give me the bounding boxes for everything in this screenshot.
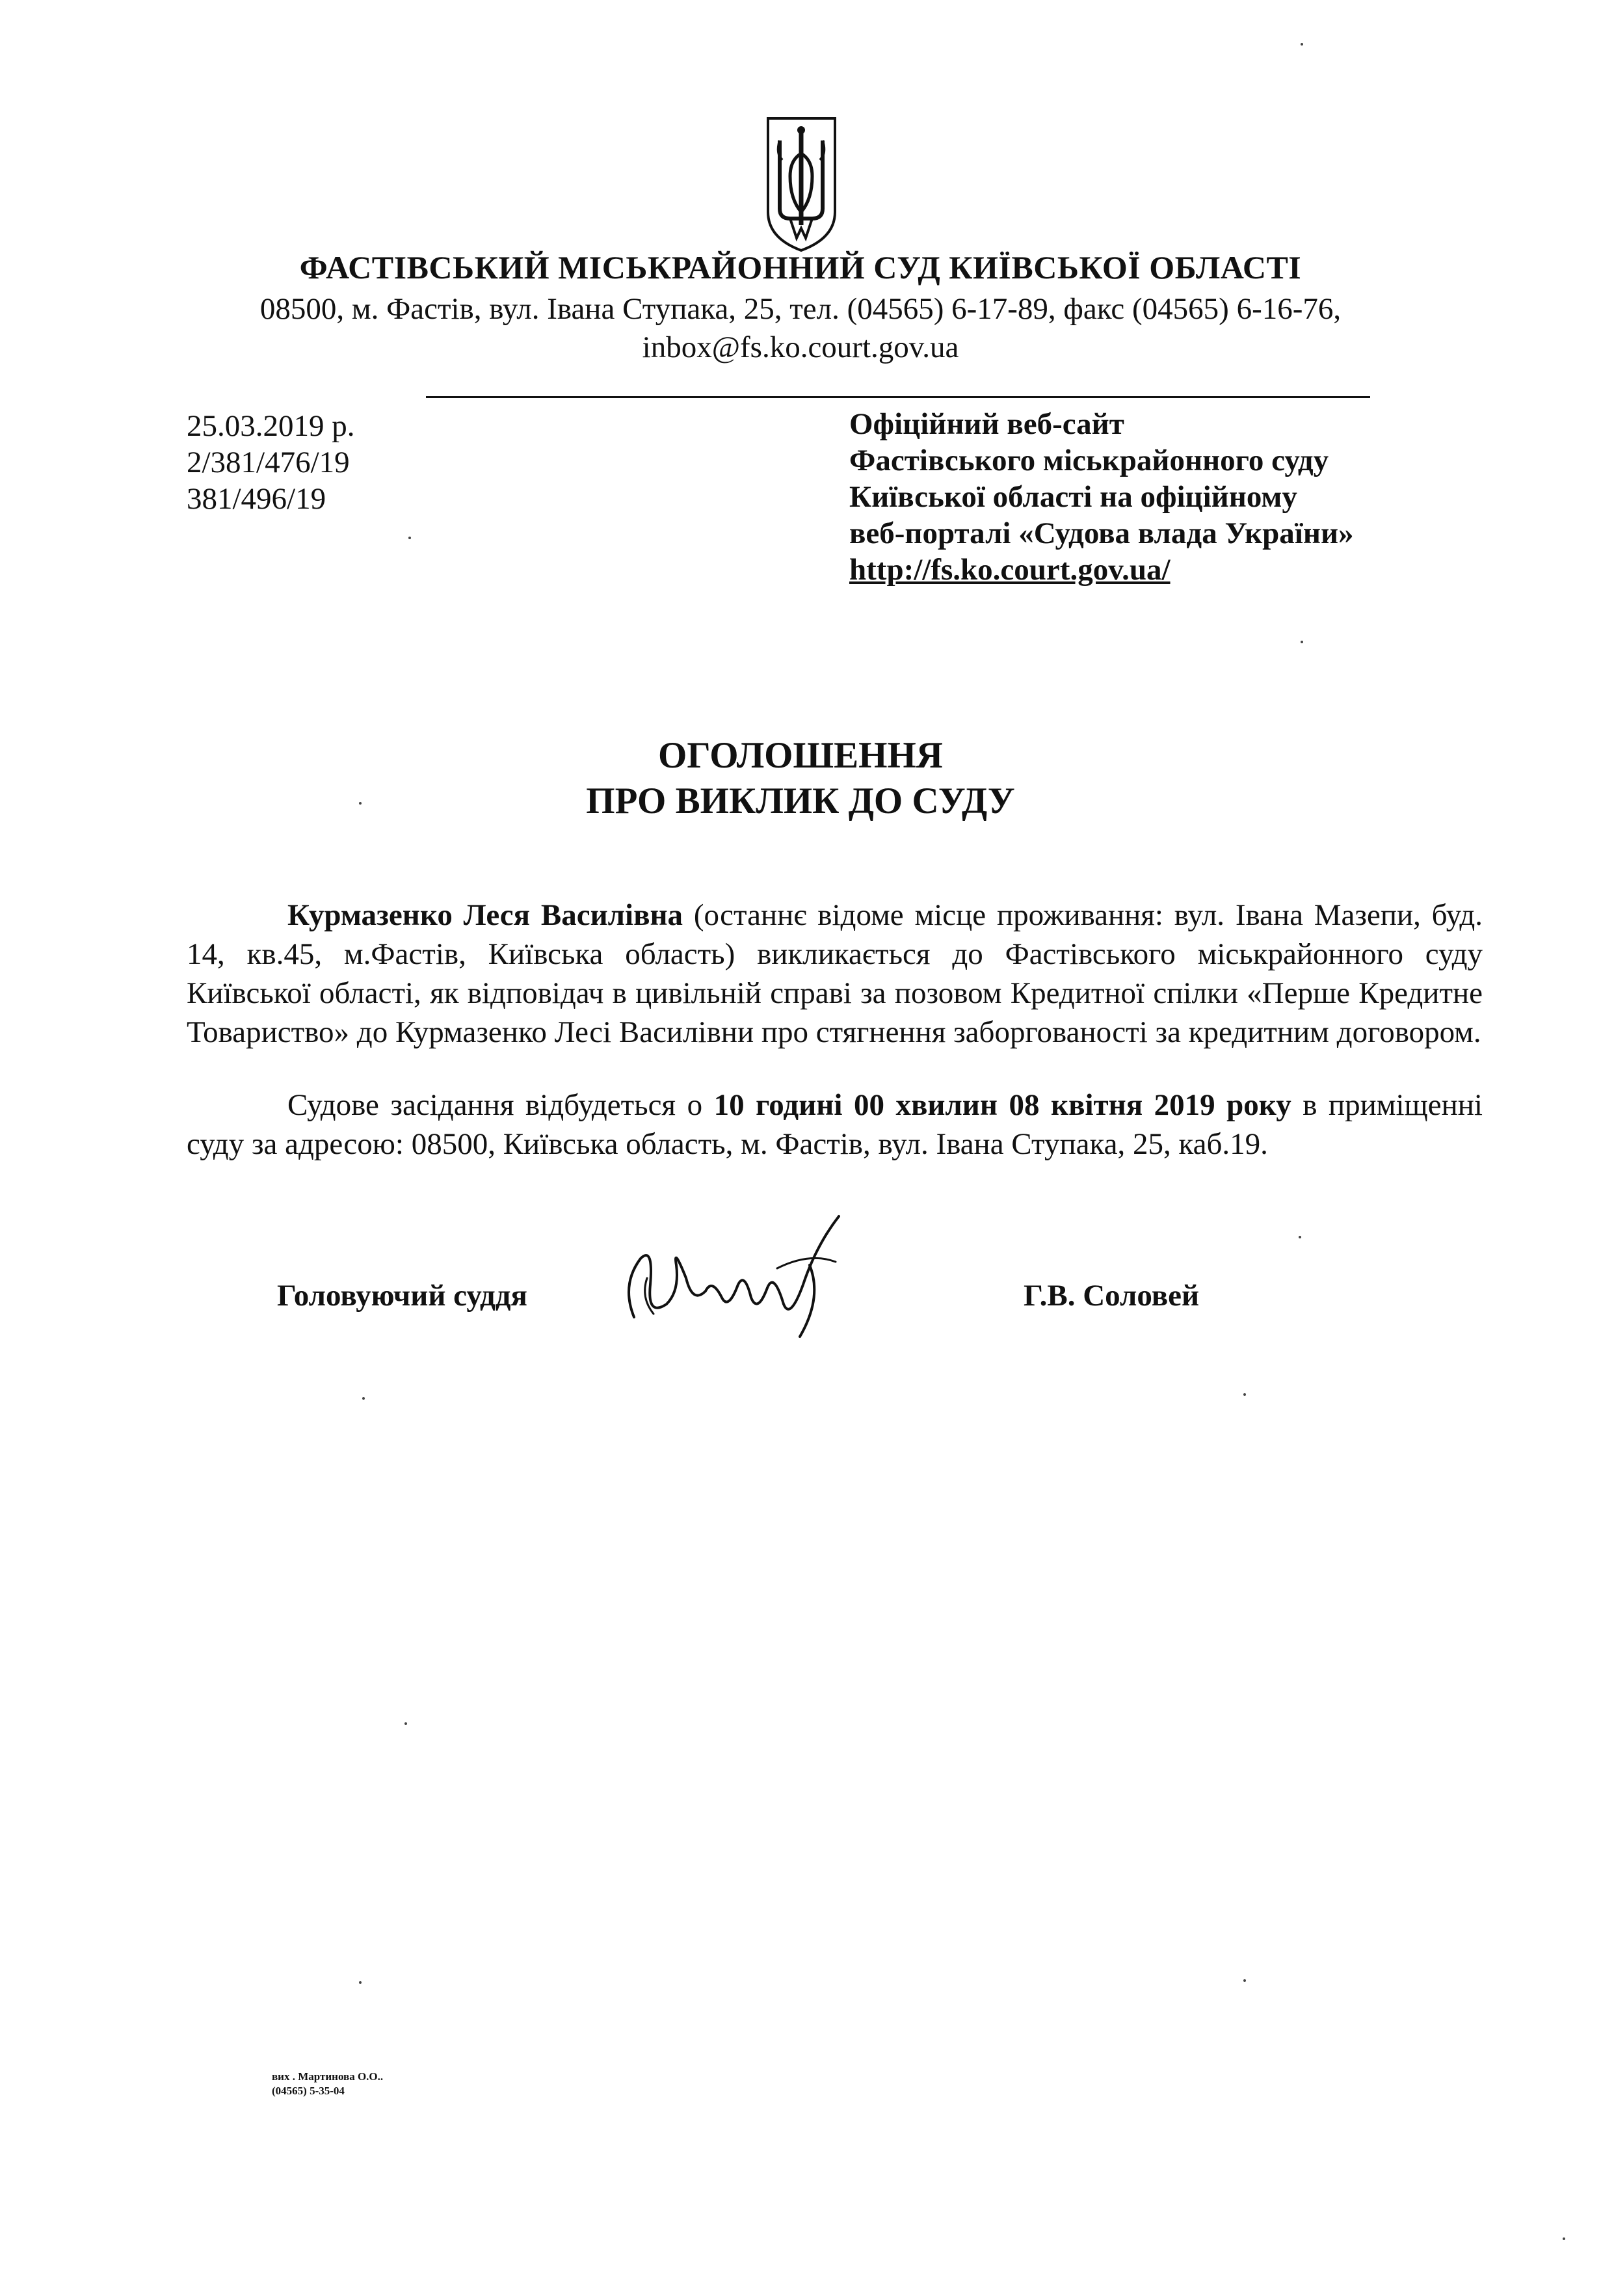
scan-speck: [1301, 641, 1303, 643]
scan-speck: [362, 1397, 365, 1400]
header-divider: [426, 396, 1370, 398]
scan-speck: [359, 802, 362, 805]
scan-speck: [1563, 2237, 1565, 2240]
recipient-block: [849, 406, 1354, 588]
title-line-2: ПРО ВИКЛИК ДО СУДУ: [586, 781, 1015, 821]
hearing-text-end: в приміщенні суду за адресою: 08500, Київська область, м. Фастів, вул. Івана Ступака, 25, каб.19.: [187, 1088, 1483, 1161]
case-number: 2/381/476/19: [187, 446, 350, 479]
court-address: 08500, м. Фастів, вул. Івана Ступака, 25, тел. (04565) 6-17-89, факс (04565) 6-16-76,: [259, 292, 1342, 326]
title-line-1: ОГОЛОШЕННЯ: [658, 735, 943, 776]
hearing-paragraph: [187, 1086, 1483, 1164]
court-name: ФАСТІВСЬКИЙ МІСЬКРАЙОННИЙ СУД КИЇВСЬКОЇ ОБЛАСТІ: [299, 249, 1302, 286]
court-email: inbox@fs.ko.court.gov.ua: [642, 330, 959, 364]
hearing-datetime: 10 годині 00 хвилин 08 квітня 2019 року: [713, 1088, 1291, 1122]
document-date: 25.03.2019 р.: [187, 409, 355, 443]
hearing-text-start: Судове засідання відбудеться о: [287, 1088, 714, 1122]
judge-name: Г.В. Соловей: [1024, 1279, 1200, 1313]
scan-speck: [1243, 1979, 1246, 1982]
executor-phone: (04565) 5-35-04: [272, 2085, 345, 2097]
summons-text: (останнє відоме місце проживання: вул. Івана Мазепи, буд. 14, кв.45, м.Фастів, Київська область) викликається до Фастівського міськрайонного суду Київської області, як відповідач в цивільній справі за позовом Кредитної спілки «Перше Кредитне Товариство» до Курмазенко Лесі Василівни про стягнення заборгованості за кредитним договором.: [187, 898, 1483, 1049]
website-link[interactable]: http://fs.ko.court.gov.ua/: [849, 553, 1171, 587]
recipient-line: Фастівського міськрайонного суду: [849, 444, 1329, 477]
recipient-line: Офіційний веб-сайт: [849, 407, 1124, 441]
recipient-line: веб-порталі «Судова влада України»: [849, 516, 1354, 550]
scan-speck: [1299, 1236, 1301, 1238]
scan-speck: [404, 1722, 407, 1725]
summons-paragraph: [187, 896, 1483, 1052]
scan-speck: [1301, 43, 1303, 46]
trident-coat-of-arms-icon: [764, 114, 839, 254]
executor-name: вих . Мартинова О.О..: [272, 2070, 384, 2083]
document-meta: [187, 408, 355, 517]
scan-speck: [408, 537, 411, 539]
scan-speck: [359, 1981, 362, 1984]
announcement-title: [0, 733, 1601, 824]
outgoing-number: 381/496/19: [187, 482, 326, 516]
executor-note: [272, 2070, 383, 2098]
scan-speck: [1243, 1393, 1246, 1396]
handwritten-signature: [615, 1207, 855, 1343]
recipient-line: Київської області на офіційному: [849, 480, 1297, 514]
defendant-name: Курмазенко Леся Василівна: [287, 898, 683, 932]
judge-role: Головуючий суддя: [277, 1279, 527, 1313]
